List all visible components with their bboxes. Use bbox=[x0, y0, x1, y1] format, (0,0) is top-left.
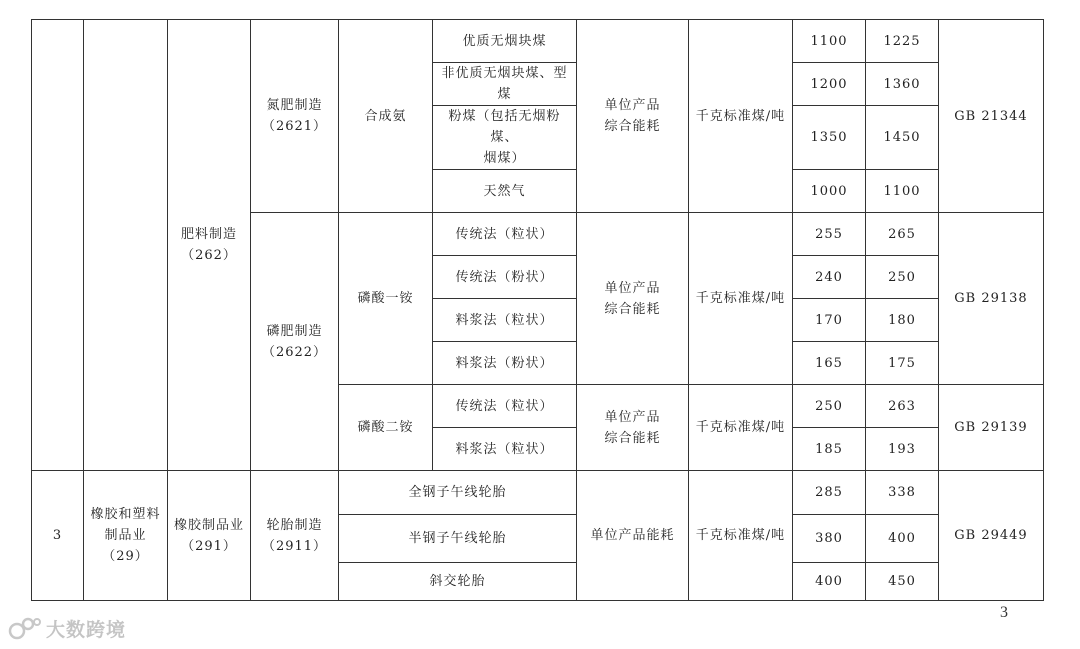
industry-cell: 橡胶和塑料 制品业（29） bbox=[84, 471, 168, 601]
value-cell: 285 bbox=[793, 471, 866, 515]
value-cell: 1100 bbox=[793, 20, 866, 63]
product-cell: 合成氨 bbox=[339, 20, 433, 213]
value-cell: 1450 bbox=[866, 106, 939, 170]
watermark bbox=[8, 615, 126, 642]
standard-cell: GB 29449 bbox=[939, 471, 1044, 601]
unit-cell: 千克标准煤/吨 bbox=[689, 385, 793, 471]
product-cell: 磷酸二铵 bbox=[339, 385, 433, 471]
product-cell: 斜交轮胎 bbox=[339, 563, 577, 601]
watermark-logo-icon bbox=[8, 616, 42, 642]
product-cell: 全钢子午线轮胎 bbox=[339, 471, 577, 515]
indicator-cell: 单位产品 综合能耗 bbox=[577, 213, 689, 385]
process-cell: 粉煤（包括无烟粉煤、 烟煤） bbox=[433, 106, 577, 170]
table-row bbox=[32, 20, 1044, 63]
value-cell: 400 bbox=[793, 563, 866, 601]
industry-cell-empty bbox=[84, 20, 168, 471]
watermark-text: 大数跨境 bbox=[46, 619, 127, 641]
process-cell: 天然气 bbox=[433, 170, 577, 213]
value-cell: 255 bbox=[793, 213, 866, 256]
value-cell: 1100 bbox=[866, 170, 939, 213]
indicator-cell: 单位产品能耗 bbox=[577, 471, 689, 601]
value-cell: 250 bbox=[866, 256, 939, 299]
process-cell: 非优质无烟块煤、型煤 bbox=[433, 63, 577, 106]
table-row bbox=[32, 471, 1044, 515]
sub-industry-cell: 轮胎制造 （2911） bbox=[251, 471, 339, 601]
indicator-cell: 单位产品 综合能耗 bbox=[577, 20, 689, 213]
product-cell: 磷酸一铵 bbox=[339, 213, 433, 385]
value-cell: 1350 bbox=[793, 106, 866, 170]
standard-cell: GB 21344 bbox=[939, 20, 1044, 213]
category-cell: 橡胶制品业 （291） bbox=[168, 471, 251, 601]
unit-cell: 千克标准煤/吨 bbox=[689, 471, 793, 601]
value-cell: 250 bbox=[793, 385, 866, 428]
process-cell: 传统法（粒状） bbox=[433, 385, 577, 428]
energy-consumption-table bbox=[31, 19, 1044, 601]
value-cell: 170 bbox=[793, 299, 866, 342]
process-cell: 优质无烟块煤 bbox=[433, 20, 577, 63]
process-cell: 料浆法（粉状） bbox=[433, 342, 577, 385]
value-cell: 180 bbox=[866, 299, 939, 342]
page-number: 3 bbox=[1000, 604, 1008, 621]
indicator-cell: 单位产品 综合能耗 bbox=[577, 385, 689, 471]
value-cell: 380 bbox=[793, 515, 866, 563]
value-cell: 1360 bbox=[866, 63, 939, 106]
product-cell: 半钢子午线轮胎 bbox=[339, 515, 577, 563]
value-cell: 450 bbox=[866, 563, 939, 601]
value-cell: 400 bbox=[866, 515, 939, 563]
value-cell: 175 bbox=[866, 342, 939, 385]
process-cell: 传统法（粉状） bbox=[433, 256, 577, 299]
standard-cell: GB 29139 bbox=[939, 385, 1044, 471]
value-cell: 185 bbox=[793, 428, 866, 471]
index-cell-empty bbox=[32, 20, 84, 471]
sub-industry-cell: 磷肥制造 （2622） bbox=[251, 213, 339, 471]
index-cell: 3 bbox=[32, 471, 84, 601]
value-cell: 338 bbox=[866, 471, 939, 515]
category-cell: 肥料制造 （262） bbox=[168, 20, 251, 471]
value-cell: 165 bbox=[793, 342, 866, 385]
value-cell: 1200 bbox=[793, 63, 866, 106]
unit-cell: 千克标准煤/吨 bbox=[689, 20, 793, 213]
standard-cell: GB 29138 bbox=[939, 213, 1044, 385]
value-cell: 240 bbox=[793, 256, 866, 299]
process-cell: 传统法（粒状） bbox=[433, 213, 577, 256]
value-cell: 265 bbox=[866, 213, 939, 256]
sub-industry-cell: 氮肥制造 （2621） bbox=[251, 20, 339, 213]
value-cell: 193 bbox=[866, 428, 939, 471]
process-cell: 料浆法（粒状） bbox=[433, 299, 577, 342]
value-cell: 263 bbox=[866, 385, 939, 428]
value-cell: 1225 bbox=[866, 20, 939, 63]
value-cell: 1000 bbox=[793, 170, 866, 213]
unit-cell: 千克标准煤/吨 bbox=[689, 213, 793, 385]
process-cell: 料浆法（粒状） bbox=[433, 428, 577, 471]
